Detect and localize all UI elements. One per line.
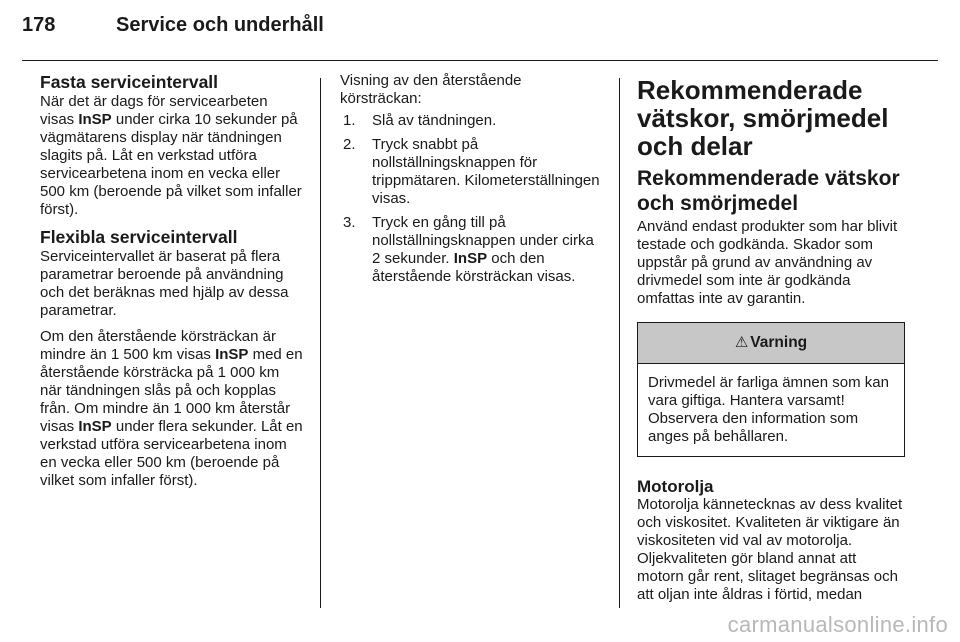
running-title: Service och underhåll [116, 14, 324, 36]
watermark: carmanualsonline.info [727, 612, 948, 637]
insp-label: InSP [215, 346, 249, 363]
paragraph-fasta: När det är dags för servicearbeten visas InSP under cirka 10 sekunder på vägmätarens display när tändningen slagits på. Låt en verkstad utföra servicearbetena inom en vecka eller 500 km (beroende på vilket som infaller först). [40, 93, 302, 218]
list-item [340, 112, 605, 130]
step-text: Tryck snabbt på nollställningsknappen för trippmätaren. Kilometerställningen visas. [372, 136, 600, 207]
subsection-title: Rekommenderade vätskor och smörjmedel [637, 167, 900, 215]
paragraph-motorolja: Motorolja kännetecknas av dess kvalitet och viskositet. Kvaliteten är viktigare än viskositeten vid val av motorolja. Oljekvaliteten gör bland annat att motorn går rent, slitaget begränsas och att oljan inte åldras i förtid, medan [637, 496, 903, 603]
column-divider-1 [320, 78, 321, 608]
column-1 [40, 72, 305, 498]
heading-motorolja: Motorolja [637, 477, 714, 496]
heading-flexibla-serviceintervall: Flexibla serviceintervall [40, 227, 238, 247]
step-number: 2. [343, 136, 356, 153]
step-text: Tryck en gång till på nollställningsknappen under cirka 2 sekunder. InSP och den återstående körsträckan visas. [372, 214, 594, 285]
warning-header [638, 323, 904, 364]
list-item [340, 214, 605, 286]
paragraph-visning: Visning av den återstående körsträckan: [340, 72, 522, 107]
list-item [340, 136, 605, 208]
warning-box [637, 322, 905, 457]
steps-list [340, 112, 605, 286]
insp-label: InSP [78, 111, 112, 128]
page-number: 178 [22, 14, 56, 36]
paragraph-flexibla-2: Om den återstående körsträckan är mindre än 1 500 km visas InSP med en återstående körsträcka på 1 000 km när tändningen slås på och kopplas från. Om mindre än 1 000 km återstår visas InSP under flera sekunder. Låt en verkstad utföra servicearbetena inom en vecka eller 500 km (beroende på vilket som infaller först). [40, 328, 303, 489]
section-title: Rekommenderade vätskor, smörjmedel och delar [637, 75, 889, 161]
warning-title: Varning [750, 334, 808, 351]
step-number: 3. [343, 214, 356, 231]
paragraph-rekommenderade: Använd endast produkter som har blivit testade och godkända. Skador som uppstår på grund av användning av drivmedel som inte är godkända omfattas inte av garantin. [637, 218, 898, 307]
warning-triangle-icon: ⚠ [734, 334, 749, 351]
paragraph-flexibla-1: Serviceintervallet är baserat på flera parametrar beroende på användning och det beräknas med hjälp av dessa parametrar. [40, 248, 289, 319]
step-number: 1. [343, 112, 356, 129]
header-rule [22, 60, 938, 61]
insp-label: InSP [453, 250, 488, 267]
column-2 [340, 72, 605, 292]
column-divider-2 [619, 78, 620, 608]
warning-text: Drivmedel är farliga ämnen som kan vara giftiga. Hantera varsamt! Observera den information som anges på behållaren. [648, 374, 889, 445]
page-header [22, 14, 938, 44]
heading-fasta-serviceintervall: Fasta serviceintervall [40, 72, 219, 92]
step-text: Slå av tändningen. [372, 112, 497, 129]
insp-label: InSP [78, 418, 112, 435]
column-3 [637, 72, 905, 612]
